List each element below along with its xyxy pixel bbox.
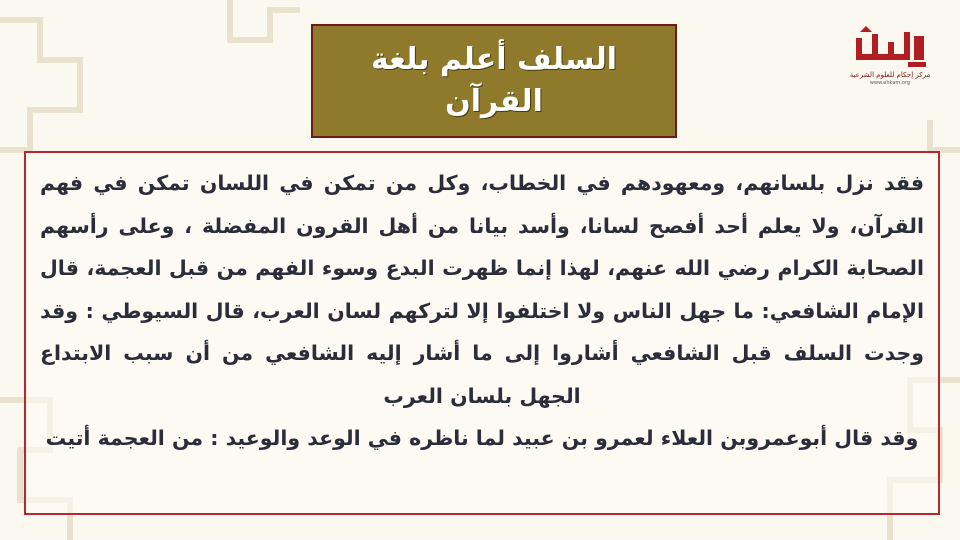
logo-url: www.ehkam.org xyxy=(869,80,911,86)
ehkam-logo-icon xyxy=(848,24,932,70)
body-text xyxy=(40,162,924,460)
logo-subtitle: مركز إحكام للعلوم الشرعية xyxy=(849,71,931,79)
paragraph-2: وقد قال أبوعمروبن العلاء لعمرو بن عبيد لما ناظره في الوعد والوعيد : من العجمة أتيت xyxy=(45,426,919,450)
title-line-2: القرآن xyxy=(445,84,543,119)
title-line-1: السلف أعلم بلغة xyxy=(370,42,618,77)
logo xyxy=(848,24,932,96)
paragraph-1: فقد نزل بلسانهم، ومعهودهم في الخطاب، وكل من تمكن في اللسان تمكن في فهم القرآن، ولا يعلم أحد أفصح لسانا، وأسد بيانا من أهل القرون المفضلة ، وعلى رأسهم الصحابة الكرام رضي الله عنهم، لهذا إنما ظهرت البدع وسوء الفهم من قبل العجمة، قال الإمام الشافعي: ما جهل الناس ولا اختلفوا إلا لتركهم لسان العرب، قال السيوطي : وقد وجدت السلف قبل الشافعي أشاروا إلى ما أشار إليه الشافعي من أن سبب الابتداع الجهل بلسان العرب xyxy=(40,171,924,408)
slide-title xyxy=(311,24,677,138)
